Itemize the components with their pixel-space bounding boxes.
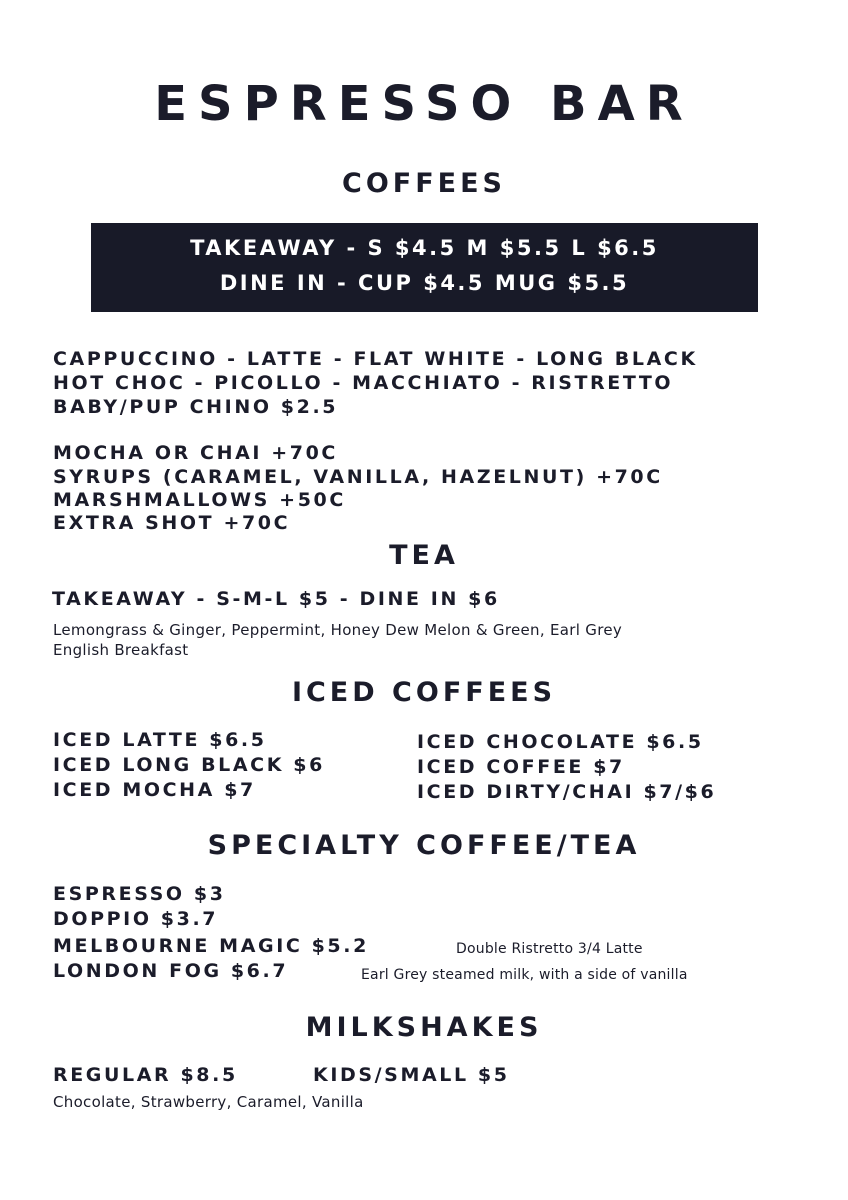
specialty-item: ESPRESSO $3 — [53, 883, 226, 905]
tea-varieties: English Breakfast — [53, 641, 189, 659]
coffee-extra: SYRUPS (CARAMEL, VANILLA, HAZELNUT) +70C — [53, 466, 663, 488]
tea-varieties: Lemongrass & Ginger, Peppermint, Honey Dew Melon & Green, Earl Grey — [53, 621, 623, 639]
coffee-extra: MARSHMALLOWS +50C — [53, 489, 346, 511]
milkshake-kids: KIDS/SMALL $5 — [313, 1064, 510, 1086]
coffee-pricing-box — [91, 223, 758, 312]
heading-milkshakes: MILKSHAKES — [305, 1012, 543, 1043]
iced-item: ICED CHOCOLATE $6.5 — [417, 731, 704, 753]
specialty-item: LONDON FOG $6.7 — [53, 960, 289, 982]
specialty-item: DOPPIO $3.7 — [53, 908, 219, 930]
iced-item: ICED DIRTY/CHAI $7/$6 — [417, 781, 717, 803]
iced-item: ICED MOCHA $7 — [53, 779, 256, 801]
milkshake-regular: REGULAR $8.5 — [53, 1064, 238, 1086]
coffee-drinks-line: BABY/PUP CHINO $2.5 — [53, 396, 339, 418]
iced-item: ICED LATTE $6.5 — [53, 729, 267, 751]
specialty-item: MELBOURNE MAGIC $5.2 — [53, 935, 369, 957]
dine-in-pricing: DINE IN - CUP $4.5 MUG $5.5 — [219, 271, 630, 295]
coffee-drinks-line: HOT CHOC - PICOLLO - MACCHIATO - RISTRETTO — [53, 372, 674, 394]
iced-item: ICED LONG BLACK $6 — [53, 754, 325, 776]
iced-item: ICED COFFEE $7 — [417, 756, 625, 778]
milkshake-flavours: Chocolate, Strawberry, Caramel, Vanilla — [53, 1093, 364, 1111]
specialty-note: Double Ristretto 3/4 Latte — [456, 941, 643, 957]
coffee-extra: EXTRA SHOT +70C — [53, 512, 291, 534]
heading-coffees: COFFEES — [342, 168, 506, 199]
takeaway-pricing: TAKEAWAY - S $4.5 M $5.5 L $6.5 — [190, 236, 659, 260]
coffee-drinks-line: CAPPUCCINO - LATTE - FLAT WHITE - LONG BLACK — [53, 348, 698, 370]
tea-pricing: TAKEAWAY - S-M-L $5 - DINE IN $6 — [52, 588, 500, 610]
coffee-extra: MOCHA OR CHAI +70C — [53, 442, 338, 464]
heading-iced-coffees: ICED COFFEES — [291, 677, 557, 708]
heading-tea: TEA — [389, 540, 459, 571]
menu-title: ESPRESSO BAR — [154, 76, 694, 132]
specialty-note: Earl Grey steamed milk, with a side of vanilla — [361, 967, 688, 983]
heading-specialty: SPECIALTY COFFEE/TEA — [207, 830, 641, 861]
